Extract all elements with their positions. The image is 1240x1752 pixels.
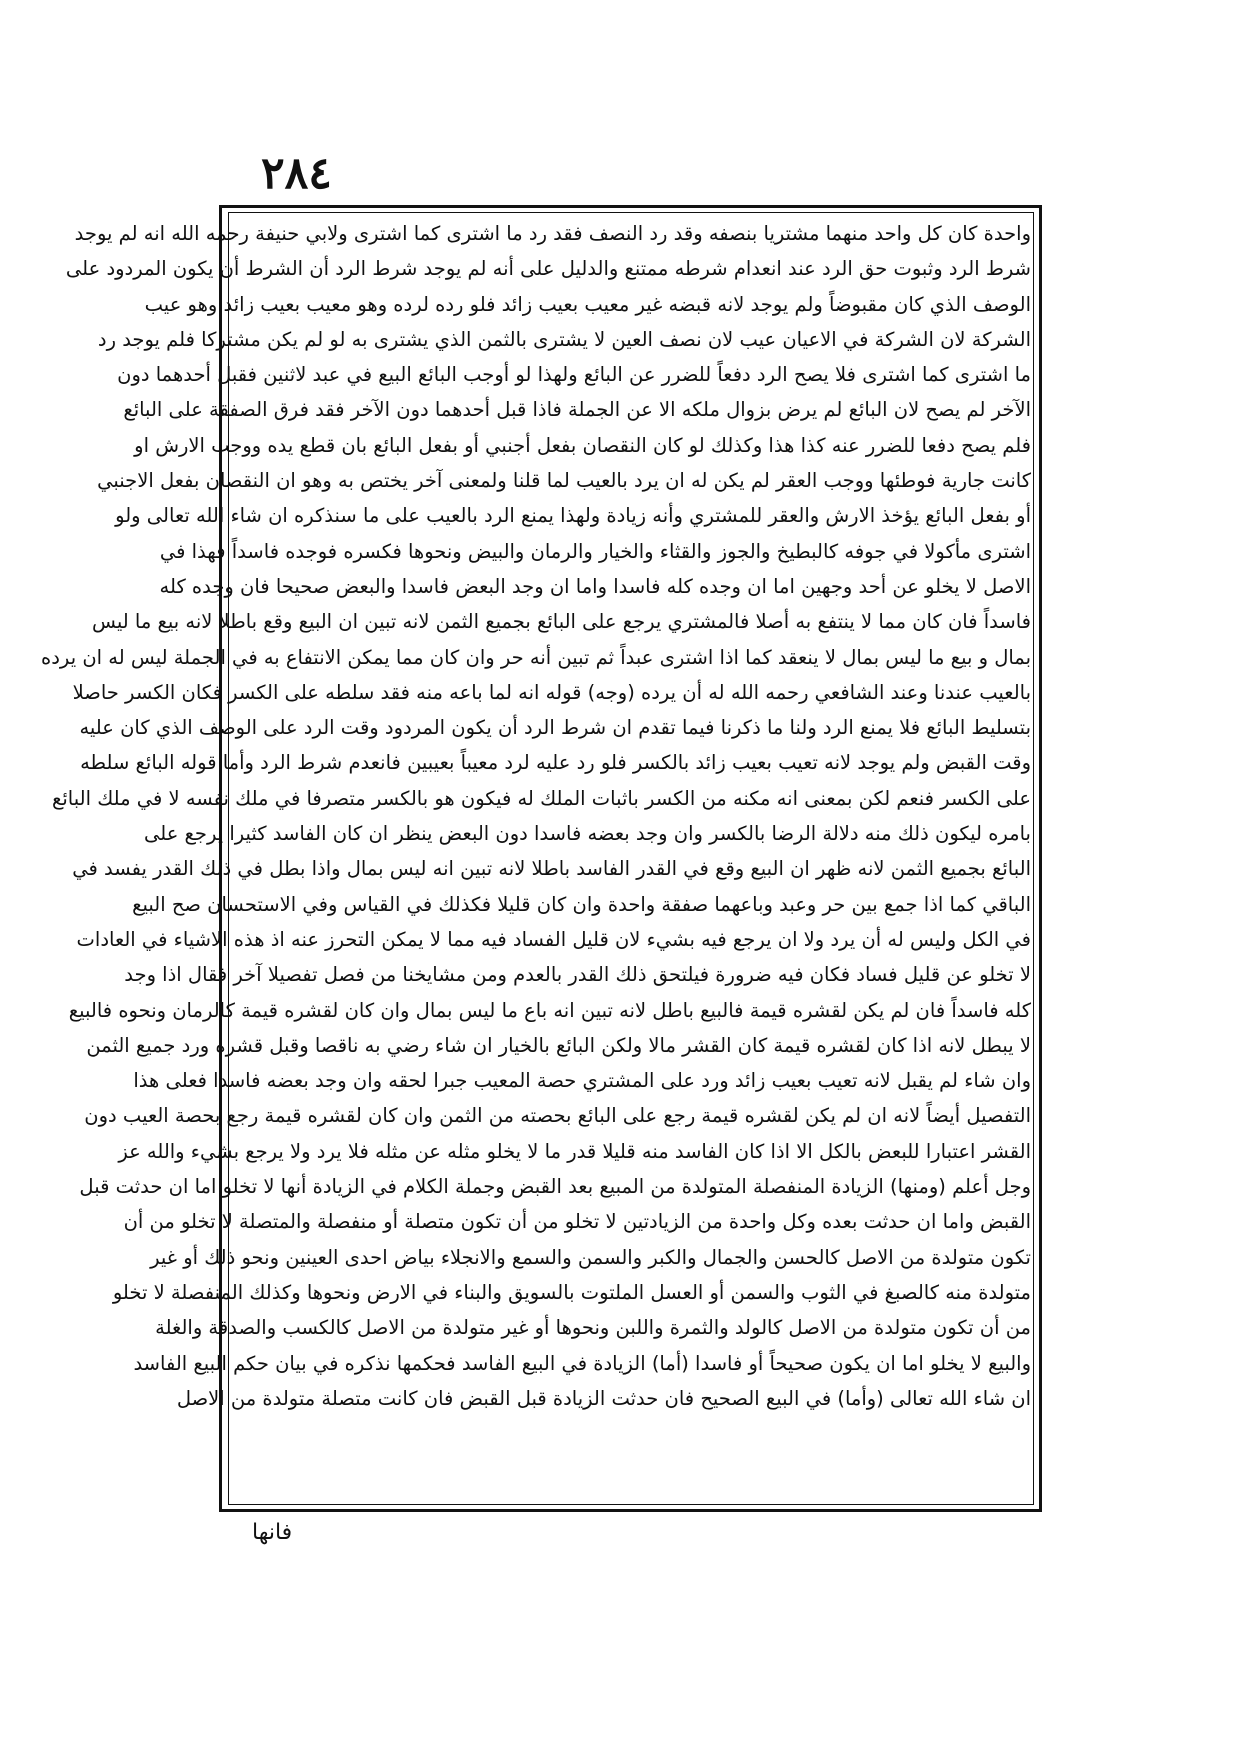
text-line: الآخر لم يصح لان البائع لم يرض بزوال ملكه الا عن الجملة فاذا قبل أحدهما دون الآخر فقد فرق الصفقة على البائع [123,398,1031,422]
text-line: وان شاء لم يقبل لانه تعيب بعيب زائد ورد على المشتري حصة المعيب جبرا لحقه وان وجد بعضه فاسدا فعلى هذا [133,1069,1031,1093]
text-line: فاسداً فان كان مما لا ينتفع به أصلا فالمشتري يرجع على البائع بجميع الثمن لانه تبين ان البيع وقع باطلا لانه بيع ما ليس [92,610,1031,634]
text-line: في الكل وليس له أن يرد ولا ان يرجع فيه بشيء لان قليل الفساد فيه مما لا يمكن التحرز عنه اذ هذه الاشياء في العادات [76,927,1031,951]
text-line: واحدة كان كل واحد منهما مشتريا بنصفه وقد رد النصف فقد رد ما اشترى كما اشترى ولابي حنيفة رحمه الله انه لم يوجد [74,222,1031,245]
text-line: اشترى مأكولا في جوفه كالبطيخ والجوز والقثاء والخيار والرمان والبيض ونحوها فكسره فوجده فاسداً فهذا في [159,539,1031,563]
text-line: لا تخلو عن قليل فساد فكان فيه ضرورة فيلتحق ذلك القدر بالعدم ومن مشايخنا من فصل تفصيلا آخر فقال اذا وجد [124,963,1031,987]
text-line: أو بفعل البائع يؤخذ الارش والعقر للمشتري وأنه زيادة ولهذا يمنع الرد بالعيب على ما سنذكره ان شاء الله تعالى ولو [115,504,1031,528]
text-line: بالعيب عندنا وعند الشافعي رحمه الله له أن يرده (وجه) قوله انه لما باعه منه فقد سلطه على الكسر فكان الكسر حاصلا [72,680,1031,704]
text-line: كانت جارية فوطئها ووجب العقر لم يكن له ان يرد بالعيب لما قلنا ولمعنى آخر يختص به وهو ان النقصان بفعل الاجنبي [97,469,1031,493]
text-line: ما اشترى كما اشترى فلا يصح الرد دفعاً للضرر عن البائع ولهذا لو أوجب البائع البيع في عبد لاثنين فقبل أحدهما دون [117,363,1031,387]
text-line: بمال و بيع ما ليس بمال لا ينعقد كما اذا اشترى عبداً ثم تبين أنه حر وان كان مما يمكن الانتفاع به في الجملة ليس له ان يرده [41,645,1031,669]
page-number: ٢٨٤ [261,148,332,199]
text-line: شرط الرد وثبوت حق الرد عند انعدام شرطه ممتنع والدليل على أنه لم يوجد شرط الرد أن الشرط أن يكون المردود على [65,257,1031,281]
catchword: فانها [252,1520,293,1545]
text-line: التفصيل أيضاً لانه ان لم يكن لقشره قيمة رجع على البائع بحصته من الثمن وان كان لقشره قيمة رجع بحصة العيب دون [84,1104,1031,1128]
text-line: متولدة منه كالصبغ في الثوب والسمن أو العسل الملتوت بالسويق والبناء في الارض ونحوها وكذلك المنفصلة لا تخلو [112,1280,1031,1304]
text-line: القشر اعتبارا للبعض بالكل الا اذا كان الفاسد منه قليلا قدر ما لا يخلو مثله عن مثله فلا يرد ولا يرجع بشيء والله عز [118,1139,1031,1163]
text-body [41,216,1031,1504]
text-line: بامره ليكون ذلك منه دلالة الرضا بالكسر وان وجد بعضه فاسدا دون البعض ينظر ان كان الفاسد كثيرا يرجع على [143,822,1031,846]
text-line: الاصل لا يخلو عن أحد وجهين اما ان وجده كله فاسدا واما ان وجد البعض فاسدا والبعض صحيحا فان وجده كله [159,574,1031,598]
text-line: وجل أعلم (ومنها) الزيادة المنفصلة المتولدة من المبيع بعد القبض وجملة الكلام في الزيادة أنها لا تخلو اما ان حدثت قبل [79,1175,1031,1199]
text-line: بتسليط البائع فلا يمنع الرد ولنا ما ذكرنا فيما تقدم ان شرط الرد أن يكون المردود وقت الرد على الوصف الذي كان عليه [79,716,1031,740]
text-line: فلم يصح دفعا للضرر عنه كذا هذا وكذلك لو كان النقصان بفعل أجنبي أو بفعل البائع بان قطع يده ووجب الارش او [134,433,1031,457]
text-line: الوصف الذي كان مقبوضاً ولم يوجد لانه قبضه غير معيب بعيب زائد فلو رده لرده وهو معيب بعيب زائد وهو عيب [144,292,1031,316]
text-line: الشركة لان الشركة في الاعيان عيب لان نصف العين لا يشترى بالثمن الذي يشترى به لو لم يكن مشتركا فلم يوجد رد [97,327,1031,351]
text-line: تكون متولدة من الاصل كالحسن والجمال والكبر والسمن والسمع والانجلاء بياض احدى العينين ونحو ذلك أو غير [150,1245,1031,1269]
text-line: على الكسر فنعم لكن بمعنى انه مكنه من الكسر باثبات الملك له فيكون هو بالكسر متصرفا في ملك نفسه لا في ملك البائع [52,786,1031,810]
text-line: الباقي كما اذا جمع بين حر وعبد وباعهما صفقة واحدة وان كان قليلا فكذلك في القياس وفي الاستحسان صح البيع [132,892,1031,916]
text-line: لا يبطل لانه اذا كان لقشره قيمة كان القشر مالا ولكن البائع بالخيار ان شاء رضي به ناقصا وقبل قشره ورد جميع الثمن [86,1033,1031,1057]
text-line: البائع بجميع الثمن لانه ظهر ان البيع وقع في القدر الفاسد باطلا لانه تبين انه ليس بمال واذا بطل في ذلك القدر يفسد في [72,857,1031,881]
text-line: كله فاسداً فان لم يكن لقشره قيمة فالبيع باطل لانه تبين انه باع ما ليس بمال وان كان لقشره قيمة كالرمان ونحوه فالبيع [68,998,1031,1022]
text-line: من أن تكون متولدة من الاصل كالولد والثمرة واللبن ونحوها أو غير متولدة من الاصل كالكسب والصدقة والغلة [155,1316,1031,1340]
text-line: وقت القبض ولم يوجد لانه تعيب بعيب زائد بالكسر فلو رد عليه لرد معيباً بعيبين فانعدم شرط الرد وأما قوله البائع سلطه [80,751,1031,775]
text-line: والبيع لا يخلو اما ان يكون صحيحاً أو فاسدا (أما) الزيادة في البيع الفاسد فحكمها نذكره في بيان حكم البيع الفاسد [133,1351,1031,1375]
text-line: القبض واما ان حدثت بعده وكل واحدة من الزيادتين لا تخلو من أن تكون متصلة أو منفصلة والمتصلة لا تخلو من أن [123,1210,1031,1234]
text-line: ان شاء الله تعالى (وأما) في البيع الصحيح فان حدثت الزيادة قبل القبض فان كانت متصلة متولدة من الاصل [176,1386,1031,1410]
